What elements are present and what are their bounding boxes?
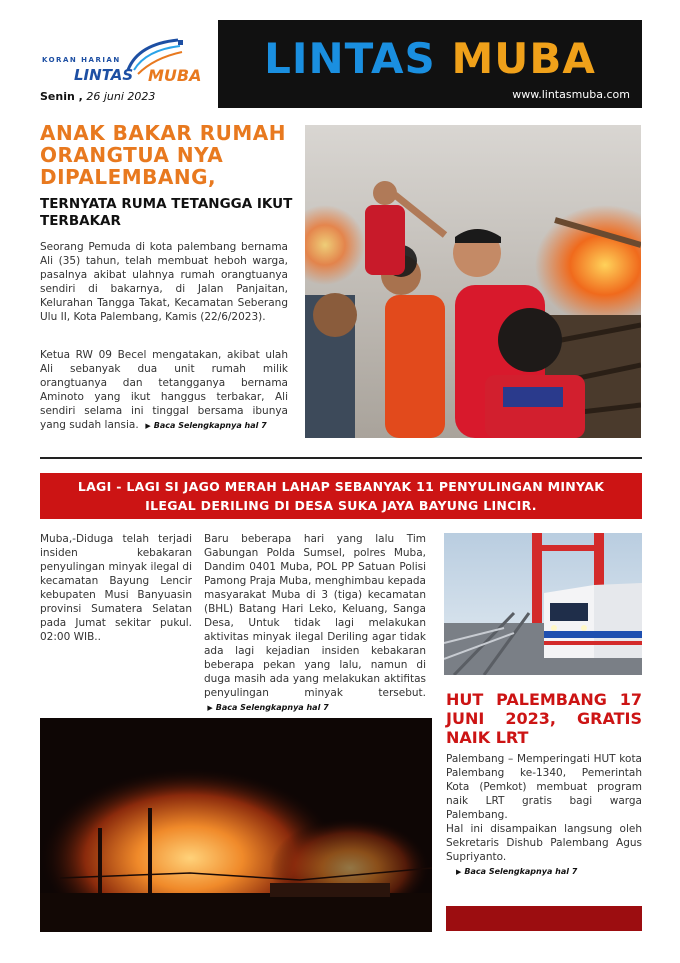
article1-read-more[interactable]: ▶ Baca Selengkapnya hal 7 — [145, 421, 267, 430]
article2-column-2-text: Baru beberapa hari yang lalu Tim Gabungan Polda Sumsel, polres Muba, Dandim 0401 Muba, POL PP Satuan Polisi Pamong Praja Muba, menghimbau kepada masyarakat Muba di 3 (tiga) kecamatan (BHL) Batang Hari Leko, Keluang, Sanga Desa, Untuk tidak lagi melakukan aktivitas minyak ilegal Deriling agar tidak ada lagi kejadian insiden kebakaran beberapa pekan yang lalu, namun di duga masih ada yang melakukan aktifitas penyulingan minyak tersebut. — [204, 533, 426, 699]
logo-muba: MUBA — [148, 66, 202, 85]
issue-date-value: 26 juni 2023 — [86, 90, 156, 103]
website-link[interactable]: www.lintasmuba.com — [512, 88, 630, 101]
article3-body — [446, 752, 642, 876]
masthead-lintas: LINTAS — [264, 34, 436, 83]
masthead-muba: MUBA — [451, 34, 596, 83]
article3-title: HUT PALEMBANG 17 JUNI 2023, GRATIS NAIK LRT — [446, 690, 642, 747]
article1-paragraph-1: Seorang Pemuda di kota palembang bernama Ali (35) tahun, telah membuat heboh warga, pasalnya akibat ulahnya rumah orangtuanya sendiri di bakarnya, di Jalan Panjaitan, Kelurahan Tangga Takat, Kecamatan Seberang Ulu II, Kota Palembang, Kamis (22/6/2023). — [40, 241, 288, 323]
article1-read-more-label: Baca Selengkapnya hal 7 — [153, 421, 267, 430]
article2-read-more-label: Baca Selengkapnya hal 7 — [215, 703, 329, 712]
article1-paragraph-2-text: Ketua RW 09 Becel mengatakan, akibat ulah Ali sebanyak dua unit rumah milik orangtuanya dan tetangganya bernama Aminoto yang ikut hanggus terbakar, Ali sendiri selama ini tinggal bersama ibunya yang sudah lansia. — [40, 349, 288, 431]
article3-photo-lrt — [444, 533, 642, 675]
logo-lintas: LINTAS — [74, 66, 134, 84]
masthead-title — [218, 34, 642, 83]
article2-headline: LAGI - LAGI SI JAGO MERAH LAHAP SEBANYAK 11 PENYULINGAN MINYAK ILEGAL DERILING DI DESA SUKA JAYA BAYUNG LINCIR. — [40, 473, 642, 519]
section-divider — [40, 457, 642, 459]
article1-photo-fire-crowd — [305, 125, 641, 438]
article2-read-more[interactable]: ▶ Baca Selengkapnya hal 7 — [207, 703, 329, 712]
article3-read-more-label: Baca Selengkapnya hal 7 — [464, 867, 578, 876]
issue-date — [40, 90, 155, 103]
article1-title: ANAK BAKAR RUMAH ORANGTUA NYA DIPALEMBANG, — [40, 121, 286, 189]
logo — [38, 36, 218, 96]
issue-day: Senin , — [40, 90, 83, 103]
article1-subtitle: TERNYATA RUMA TETANGGA IKUT TERBAKAR — [40, 196, 293, 229]
article3-paragraph-2: Hal ini disampaikan langsung oleh Sekretaris Dishub Palembang Agus Supriyanto. — [446, 823, 642, 863]
article3-paragraph-1: Palembang – Memperingati HUT kota Palembang ke-1340, Pemerintah Kota (Pemkot) membuat program naik LRT gratis bagi warga Palembang. — [446, 753, 642, 821]
article2-column-1: Muba,-Diduga telah terjadi insiden kebakaran penyulingan minyak ilegal di kecamatan Bayung Lencir kebupaten Musi Banyuasin provinsi Sumatera Selatan pada Jumat sekitar pukul. 02:00 WIB.. — [40, 533, 192, 643]
article3-read-more[interactable]: ▶ Baca Selengkapnya hal 7 — [456, 867, 578, 876]
footer-red-bar — [446, 906, 642, 931]
masthead — [218, 20, 642, 108]
article2-photo-night-fire — [40, 718, 432, 932]
logo-koran-harian: KORAN HARIAN — [42, 56, 121, 64]
article2-column-2 — [204, 532, 426, 714]
article1-paragraph-2 — [40, 348, 288, 432]
